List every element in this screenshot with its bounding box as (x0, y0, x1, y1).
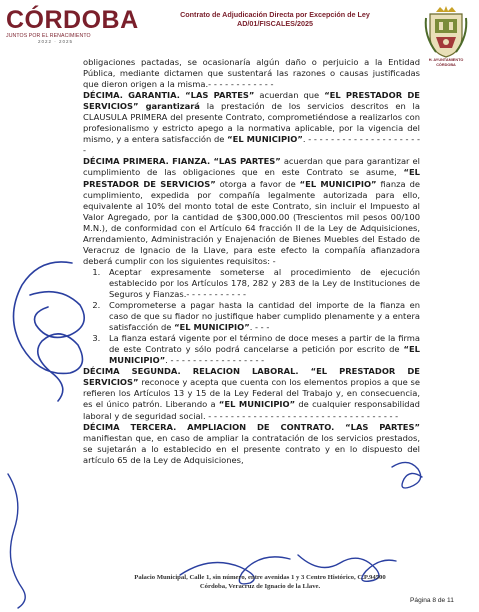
party-name: “EL PRESTADOR DE SERVICIOS” (83, 167, 420, 189)
clause-text: . - - - - - - - - - - - - - - - - - - - - - (83, 134, 420, 156)
clause-text: acuerdan que (254, 90, 325, 101)
clause-decima-primera-heading: DÉCIMA PRIMERA. FIANZA. “LAS PARTES” (83, 156, 281, 167)
title-line-2: AD/01/FISCALES/2025 (237, 19, 313, 28)
party-name: “EL MUNICIPIO” (109, 344, 420, 366)
paragraph-continuation: obligaciones pactadas, se ocasionaría algún daño o perjuicio a la Entidad Pública, mediante dictamen que sustentará las razones o causas justificadas que dieron origen a la misma.- - - - - - - - - - - - (83, 57, 420, 90)
document-title (140, 10, 410, 28)
page-number: Página 8 de 11 (410, 597, 454, 604)
logo-wordmark: CÓRDOBA (6, 6, 139, 34)
clause-decima-segunda (83, 366, 420, 421)
footer-city: Córdoba, Veracruz de Ignacio de la Llave. (199, 583, 321, 590)
clause-text: de cualquier responsabilidad laboral y de seguridad social. - - - - - - - - - - - - - - - - - - - - - - - - - - - - - - - - - - (83, 399, 420, 421)
signature-left-lower-icon (0, 470, 40, 610)
party-name: “EL MUNICIPIO” (299, 178, 377, 189)
crest-caption-line-1: H. AYUNTAMIENTO (428, 58, 464, 62)
party-name: “EL MUNICIPIO” (174, 322, 250, 333)
cordoba-logo (6, 6, 139, 44)
party-name: “EL MUNICIPIO” (218, 399, 296, 410)
crest-caption-line-2: CÓRDOBA (436, 62, 456, 67)
clause-text: fianza de cumplimiento, expedida por compañía legalmente autorizada para ello, equivalente al 10% del monto total de este Contrato, sin incluir el Impuesto al Valor Agregado, por la cantidad de $300,000.00 (Trescientos mil pesos 00/100 M.N.), de conformidad con el Artículo 64 fracción II de la Ley de Adquisiciones, Arrendamiento, Administración y Enajenación de Bienes Muebles del Estado de Veracruz de Ignacio de la Llave, para este efecto la compañía afianzadora deberá cumplir con los siguientes requisitos: - (83, 178, 420, 266)
party-name: “EL MUNICIPIO” (227, 134, 303, 145)
clause-decima-segunda-heading: DÉCIMA SEGUNDA. RELACION LABORAL. “EL PRESTADOR DE SERVICIOS” (83, 366, 420, 388)
clause-text: otorga a favor de (215, 178, 300, 189)
clause-text: reconoce y acepta que cuenta con los elementos propios a que se refieren los Artículos 13 y 15 de la Ley Federal del Trabajo y, en consecuencia, es el único patrón. Liberando a (83, 377, 420, 410)
crest-caption (416, 58, 476, 67)
logo-years: 2022 · 2025 (38, 39, 74, 44)
clause-decima-heading: DÉCIMA. GARANTIA. “LAS PARTES” (83, 90, 255, 101)
requirement-text: La fianza estará vigente por el término de doce meses a partir de la firma de este Contrato y sólo podrá cancelarse a petición por escrito de (109, 333, 420, 355)
clause-decima-tercera (83, 422, 420, 466)
requirement-item (103, 300, 420, 333)
requirement-item (103, 333, 420, 366)
requirement-text: . - - - - - - - - - - - - - - - - - (165, 355, 265, 366)
contract-body (83, 57, 420, 466)
clause-decima (83, 90, 420, 156)
clause-text: acuerdan que para garantizar el cumplimiento de las obligaciones que en este Contrato se asume, (83, 156, 420, 178)
clause-text: la prestación de los servicios descritos en la CLAUSULA PRIMERA del presente Contrato, comprometiéndose a realizarlos con profesionalismo y estricto apego a la normativa aplicable, por la vigencia del mismo, y a entera satisfacción de (83, 101, 420, 145)
requirement-text: Aceptar expresamente someterse al procedimiento de ejecución establecido por los Artículos 178, 282 y 283 de la Ley de Instituciones de Seguros y Fianzas.- - - - - - - - - - - (109, 266, 420, 299)
requirement-text: . - - - (249, 322, 270, 333)
requirement-text: Comprometerse a pagar hasta la cantidad del importe de la fianza en caso de que su fiador no justifique haber cumplido plenamente y a entera satisfacción de (109, 300, 420, 333)
footer-address: Palacio Municipal, Calle 1, sin número, entre avenidas 1 y 3 Centro Histórico, C.P.94500 (134, 574, 386, 581)
logo-tagline: JUNTOS POR EL RENACIMIENTO (6, 33, 91, 39)
title-line-1: Contrato de Adjudicación Directa por Excepción de Ley (180, 10, 370, 19)
party-name: “EL PRESTADOR DE SERVICIOS” garantizará (83, 90, 420, 112)
clause-text: manifiestan que, en caso de ampliar la contratación de los servicios prestados, se sujetarán a lo establecido en el presente contrato y en lo dispuesto del artículo 65 de la Ley de Adquisiciones, (83, 432, 420, 465)
clause-decima-tercera-heading: DÉCIMA TERCERA. AMPLIACION DE CONTRATO. “LAS PARTES” (83, 421, 420, 432)
page-footer (80, 573, 440, 591)
clause-decima-primera (83, 156, 420, 266)
requirements-list (83, 267, 420, 366)
requirement-item (103, 267, 420, 300)
municipal-crest-icon (422, 6, 470, 58)
